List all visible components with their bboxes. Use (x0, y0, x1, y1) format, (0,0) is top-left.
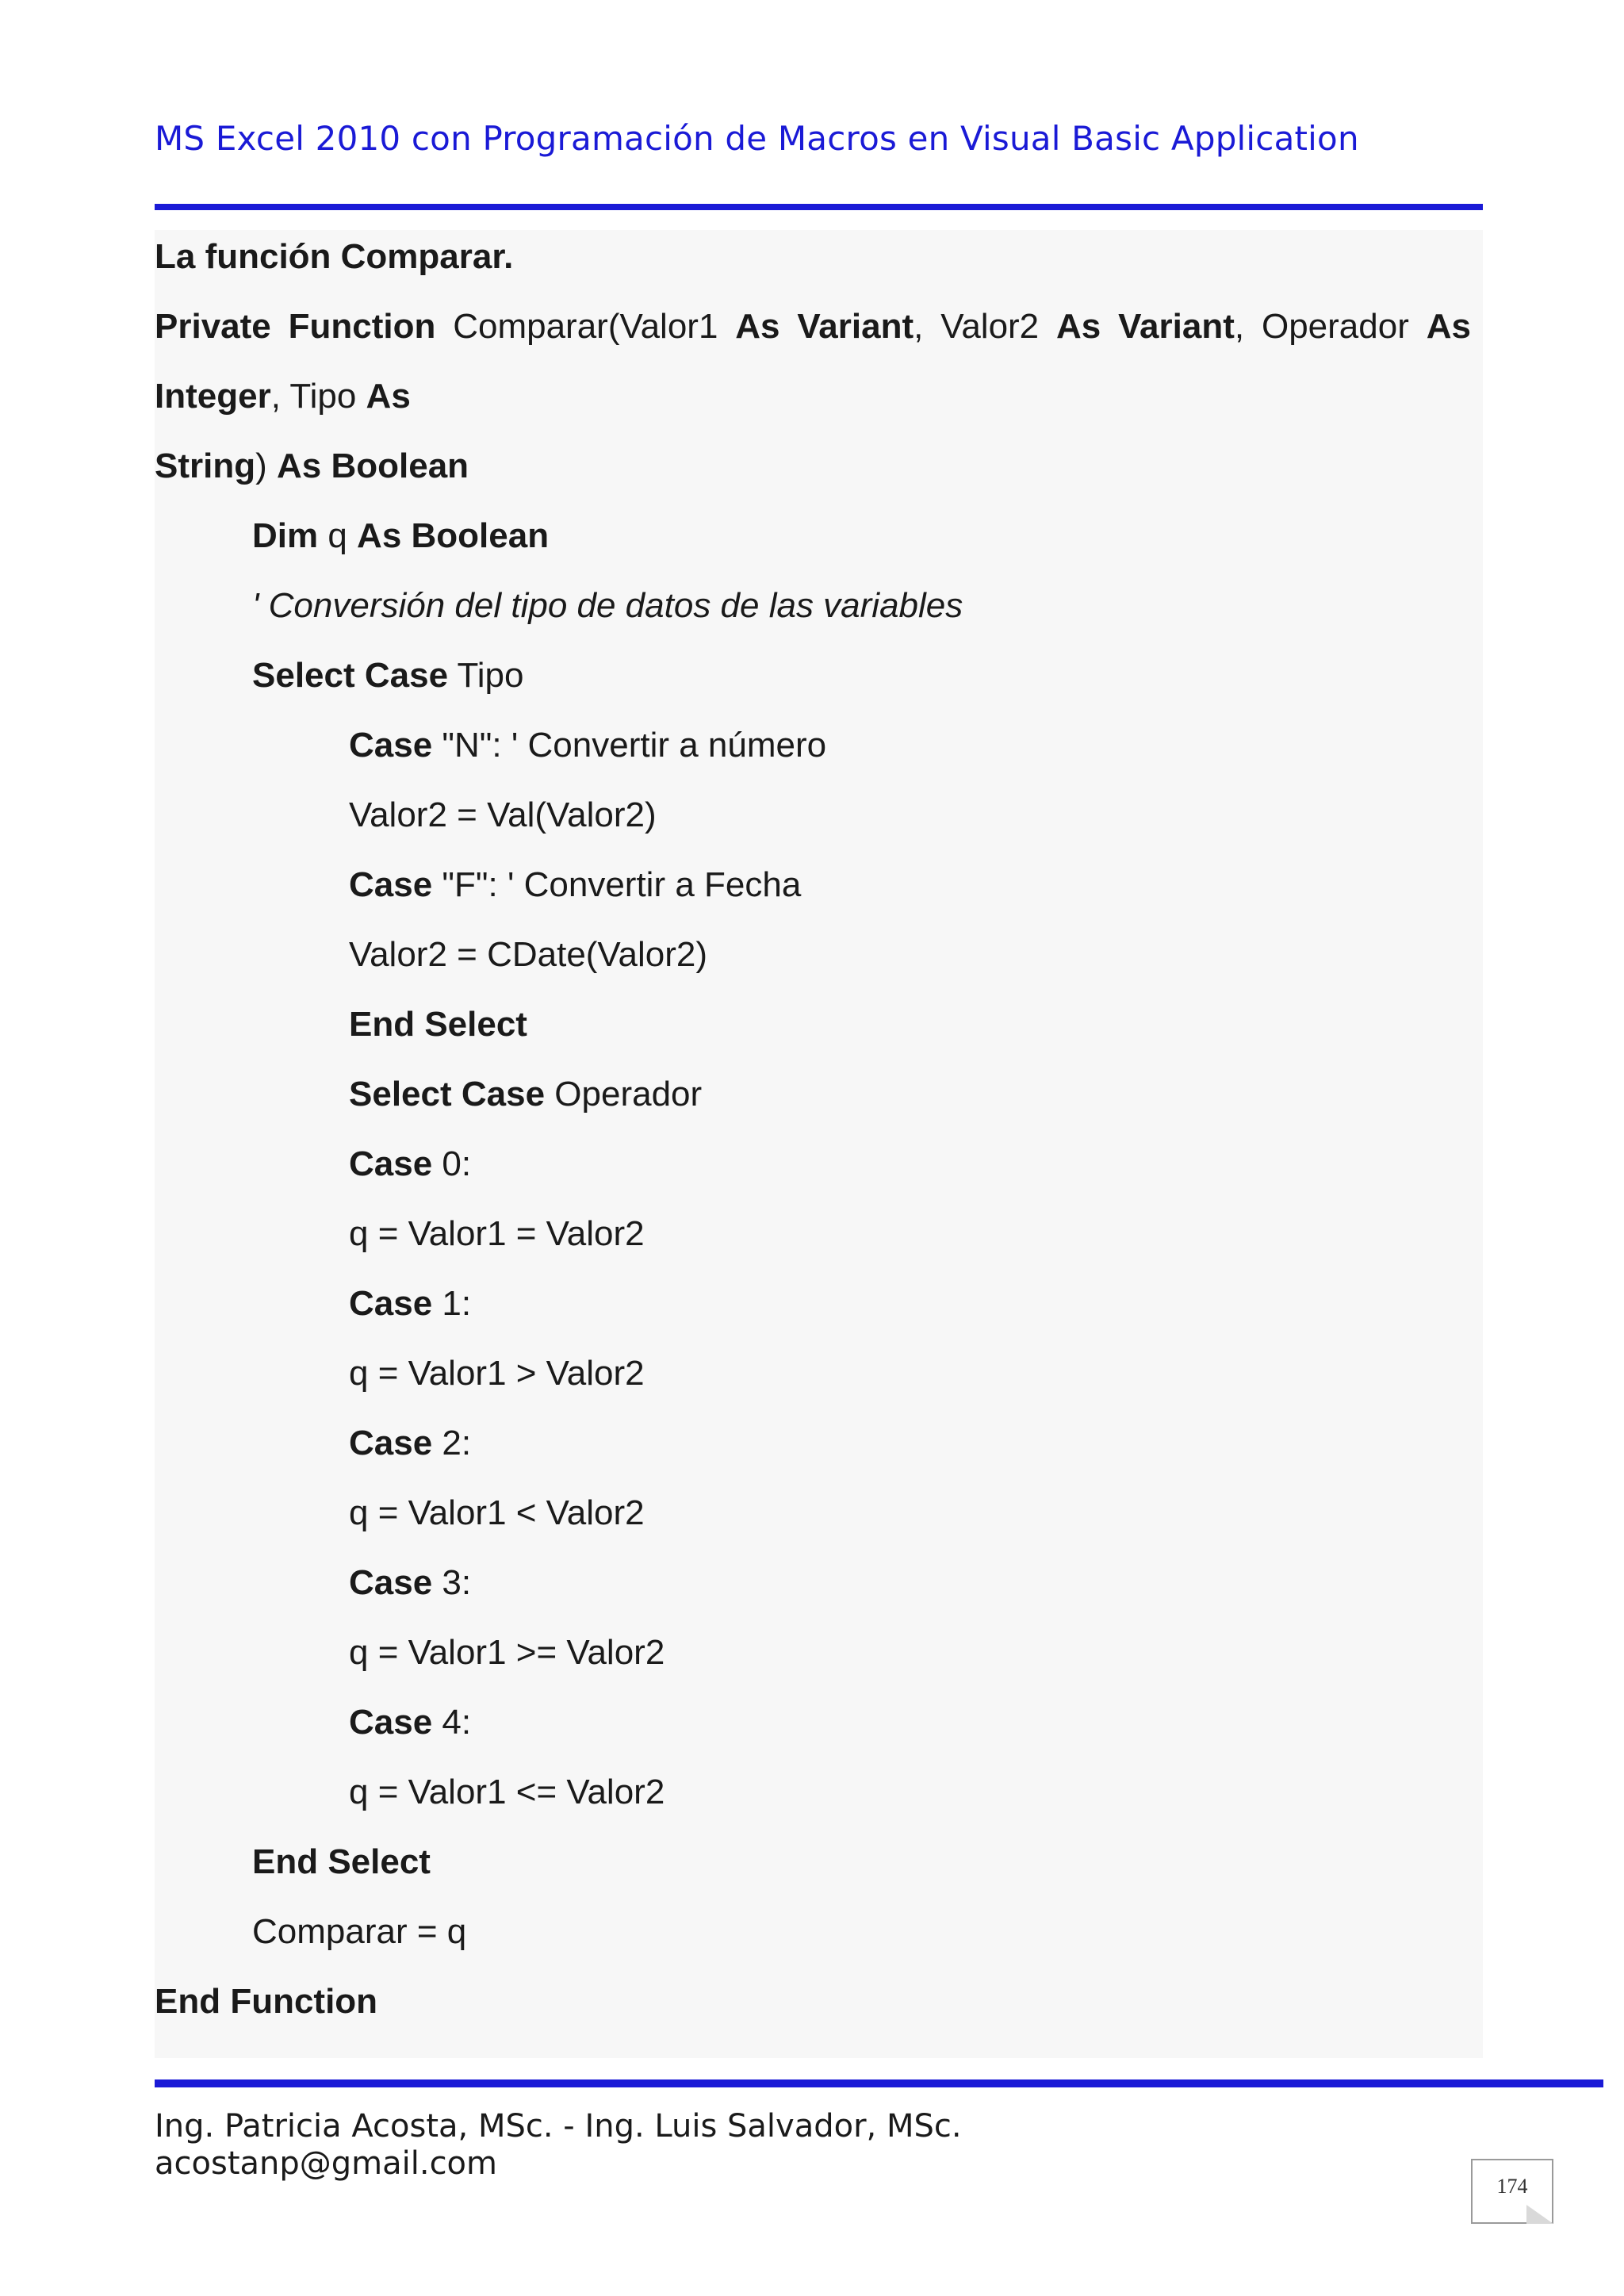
code-line-case-3: Case 3: (349, 1563, 472, 1602)
section-title: La función Comparar. (155, 237, 514, 276)
footer-authors: Ing. Patricia Acosta, MSc. - Ing. Luis Salvador, MSc. (155, 2108, 962, 2145)
code-line-select-operador: Select Case Operador (349, 1075, 703, 1114)
code-line-case-f: Case "F": ' Convertir a Fecha (349, 865, 802, 904)
code-line-end-select-2: End Select (252, 1842, 431, 1881)
code-line-case-0: Case 0: (349, 1144, 472, 1183)
code-line-signature-2: Integer, Tipo As (155, 377, 411, 416)
code-line-end-function: End Function (155, 1982, 378, 2021)
code-line-valor2-cdate: Valor2 = CDate(Valor2) (349, 935, 708, 974)
page-number: 174 (1496, 2175, 1528, 2198)
code-line-signature-3: String) As Boolean (155, 447, 469, 485)
code-line-case-4: Case 4: (349, 1703, 472, 1742)
code-line-case-2: Case 2: (349, 1424, 472, 1462)
code-line-select-tipo: Select Case Tipo (252, 656, 524, 695)
code-line-case-n: Case "N": ' Convertir a número (349, 726, 827, 765)
code-line-valor2-val: Valor2 = Val(Valor2) (349, 795, 657, 834)
code-line-q-less-equal: q = Valor1 <= Valor2 (349, 1773, 665, 1811)
code-line-end-select-1: End Select (349, 1005, 527, 1044)
header-title: MS Excel 2010 con Programación de Macros en Visual Basic Application (155, 119, 1359, 158)
code-line-case-1: Case 1: (349, 1284, 472, 1323)
page-fold-icon (1526, 2205, 1553, 2224)
footer-rule (155, 2079, 1603, 2087)
footer-email: acostanp@gmail.com (155, 2145, 497, 2182)
page-number-box (1471, 2159, 1553, 2224)
code-line-q-less: q = Valor1 < Valor2 (349, 1493, 645, 1532)
code-line-q-greater-equal: q = Valor1 >= Valor2 (349, 1633, 665, 1672)
code-line-q-greater: q = Valor1 > Valor2 (349, 1354, 645, 1393)
code-line-signature-1: Private Function Comparar(Valor1 As Variant, Valor2 As Variant, Operador As (155, 307, 1471, 346)
code-line-dim: Dim q As Boolean (252, 516, 550, 555)
code-line-comment: ' Conversión del tipo de datos de las variables (252, 586, 963, 625)
code-line-q-equal: q = Valor1 = Valor2 (349, 1214, 645, 1253)
header-rule (155, 204, 1483, 210)
code-line-comparar-q: Comparar = q (252, 1912, 467, 1951)
